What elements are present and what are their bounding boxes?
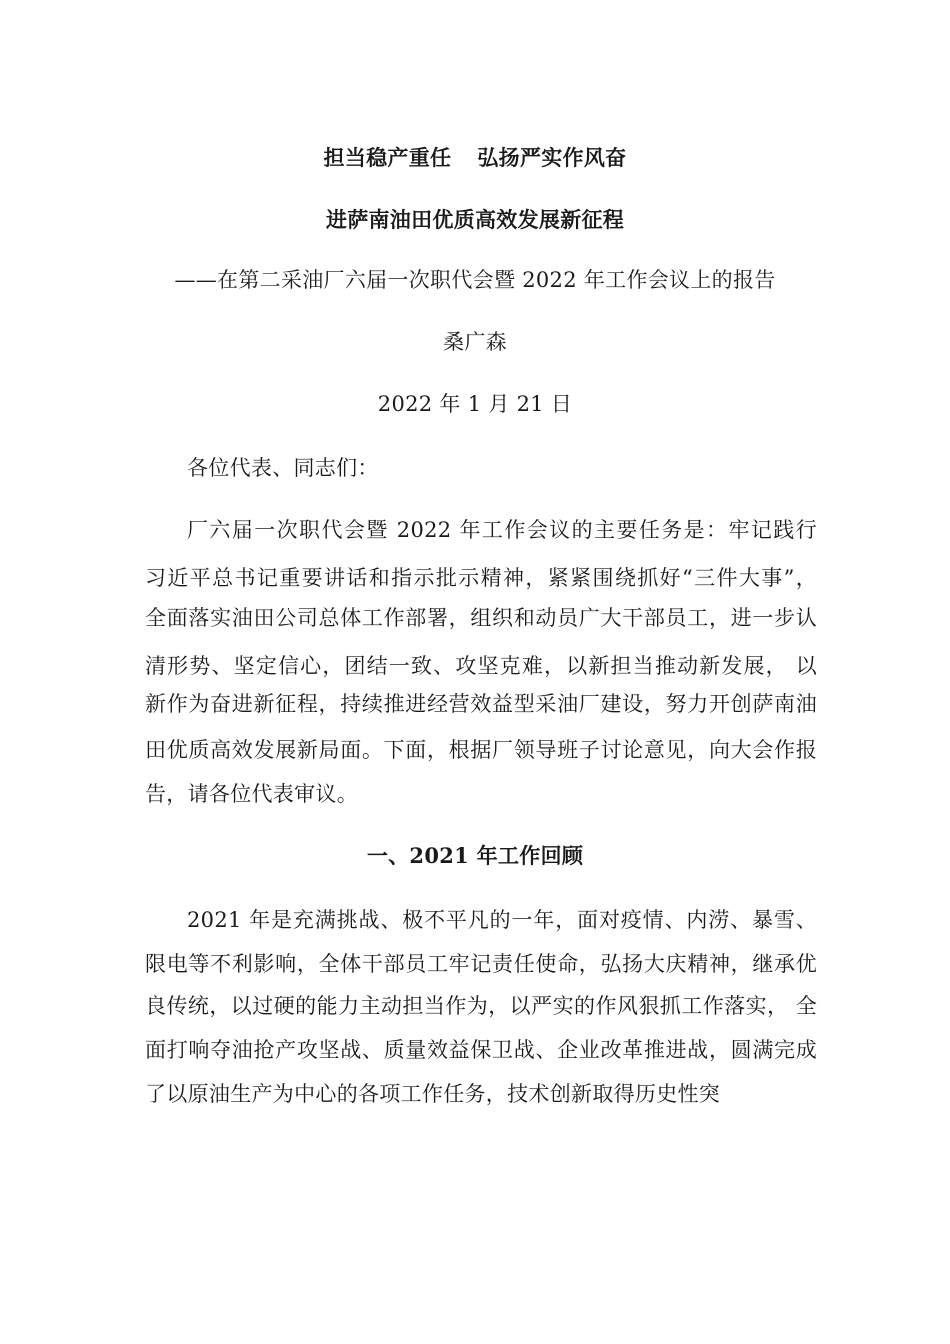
title-line-1-part-1: 担当稳产重任 [323,145,452,170]
paragraph-line: 习近平总书记重要讲话和指示批示精神，紧紧围绕抓好“三件大事”， [145,566,817,590]
author: 桑广森 [443,330,507,354]
subtitle: ——在第二采油厂六届一次职代会暨 2022 年工作会议上的报告 [174,268,776,292]
paragraph-line: 了以原油生产为中心的各项工作任务，技术创新取得历史性突 [145,1082,721,1106]
paragraph-line: 2021 年是充满挑战、极不平凡的一年，面对疫情、内涝、暴雪、 [187,908,817,932]
paragraph-line: 面打响夺油抢产攻坚战、质量效益保卫战、企业改革推进战，圆满完成 [145,1038,817,1062]
title-line-1 [0,144,950,172]
paragraph-line: 全面落实油田公司总体工作部署，组织和动员广大干部员工，进一步认 [145,606,817,630]
title-line-1-part-2: 弘扬严实作风奋 [477,145,627,170]
paragraph-line: 限电等不利影响，全体干部员工牢记责任使命，弘扬大庆精神，继承优 [145,952,817,976]
paragraph-line: 新作为奋进新征程，持续推进经营效益型采油厂建设，努力开创萨南油 [145,692,817,716]
paragraph-line: 厂六届一次职代会暨 2022 年工作会议的主要任务是：牢记践行 [187,518,817,542]
paragraph-line: 田优质高效发展新局面。下面，根据厂领导班子讨论意见，向大会作报 [145,738,817,762]
salutation: 各位代表、同志们： [187,456,379,480]
date: 2022 年 1 月 21 日 [377,392,573,416]
paragraph-line: 良传统，以过硬的能力主动担当作为，以严实的作风狠抓工作落实， 全 [145,994,817,1018]
paragraph-line: 告，请各位代表审议。 [145,782,358,806]
paragraph-line: 清形势、坚定信心，团结一致、攻坚克难，以新担当推动新发展， 以 [145,654,817,678]
title-line-2: 进萨南油田优质高效发展新征程 [325,207,625,232]
section-heading: 一、2021 年工作回顾 [366,843,584,868]
